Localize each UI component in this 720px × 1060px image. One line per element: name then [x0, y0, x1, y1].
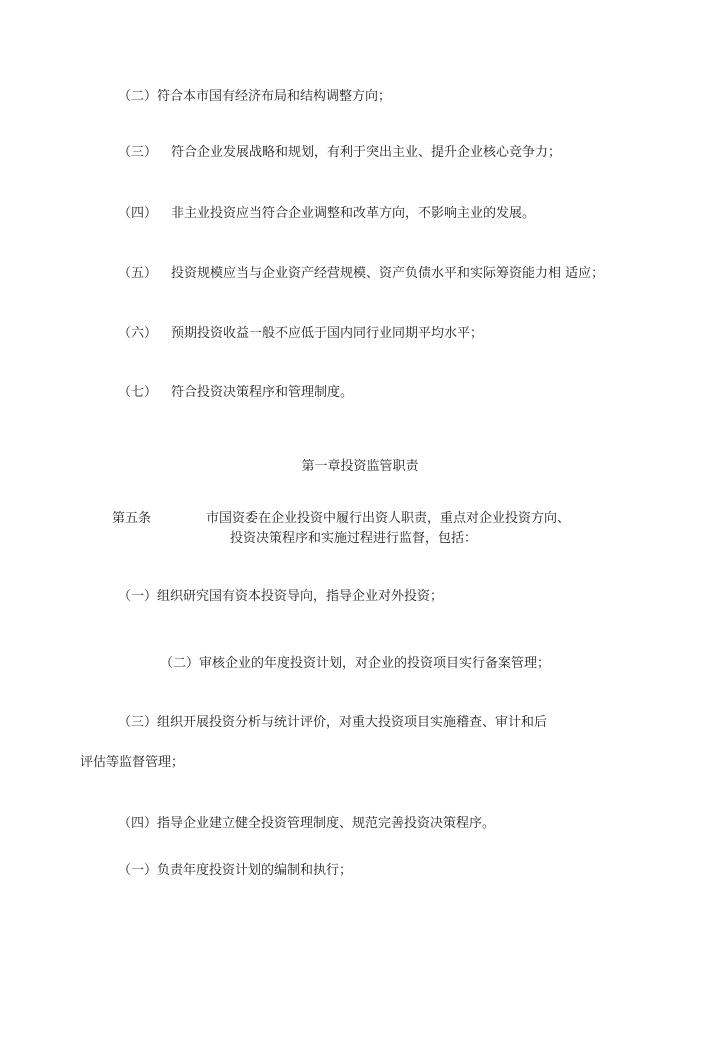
item-text: 预期投资收益一般不应低于国内同行业同期平均水平；	[171, 326, 484, 341]
list-item: （一）组织研究国有资本投资导向，指导企业对外投资；	[118, 589, 444, 604]
list-item	[118, 384, 353, 402]
list-item	[118, 88, 391, 106]
article-text-line1: 市国资委在企业投资中履行出资人职责，重点对企业投资方向、	[206, 511, 571, 526]
list-item	[118, 325, 483, 343]
list-item: （三）组织开展投资分析与统计评价，对重大投资项目实施稽查、审计和后	[118, 715, 548, 730]
list-item: （一）负责年度投资计划的编制和执行；	[118, 863, 353, 878]
article-label: 第五条	[112, 511, 152, 526]
item-number: （七）	[118, 385, 158, 400]
item-number: （二）	[118, 89, 158, 104]
chapter-title: 第一章投资监管职责	[301, 459, 419, 474]
list-item	[118, 144, 561, 162]
item-text: 非主业投资应当符合企业调整和改革方向，不影响主业的发展。	[171, 206, 536, 221]
item-number: （三）	[118, 145, 158, 160]
list-item	[118, 265, 604, 283]
list-item-continuation: 评估等监督管理；	[80, 755, 185, 770]
item-text: 符合投资决策程序和管理制度。	[171, 385, 354, 400]
article-text-line2: 投资决策程序和实施过程进行监督，包括：	[230, 531, 478, 546]
item-text: 符合本市国有经济布局和结构调整方向；	[157, 89, 392, 104]
list-item	[118, 205, 535, 223]
item-text: 符合企业发展战略和规划，有利于突出主业、提升企业核心竞争力；	[171, 145, 562, 160]
list-item: （四）指导企业建立健全投资管理制度、规范完善投资决策程序。	[118, 816, 496, 831]
item-number: （六）	[118, 326, 158, 341]
item-number: （四）	[118, 206, 158, 221]
item-number: （五）	[118, 266, 158, 281]
item-text: 投资规模应当与企业资产经营规模、资产负债水平和实际筹资能力相 适应；	[171, 266, 605, 281]
list-item: （二）审核企业的年度投资计划，对企业的投资项目实行备案管理；	[160, 656, 551, 671]
